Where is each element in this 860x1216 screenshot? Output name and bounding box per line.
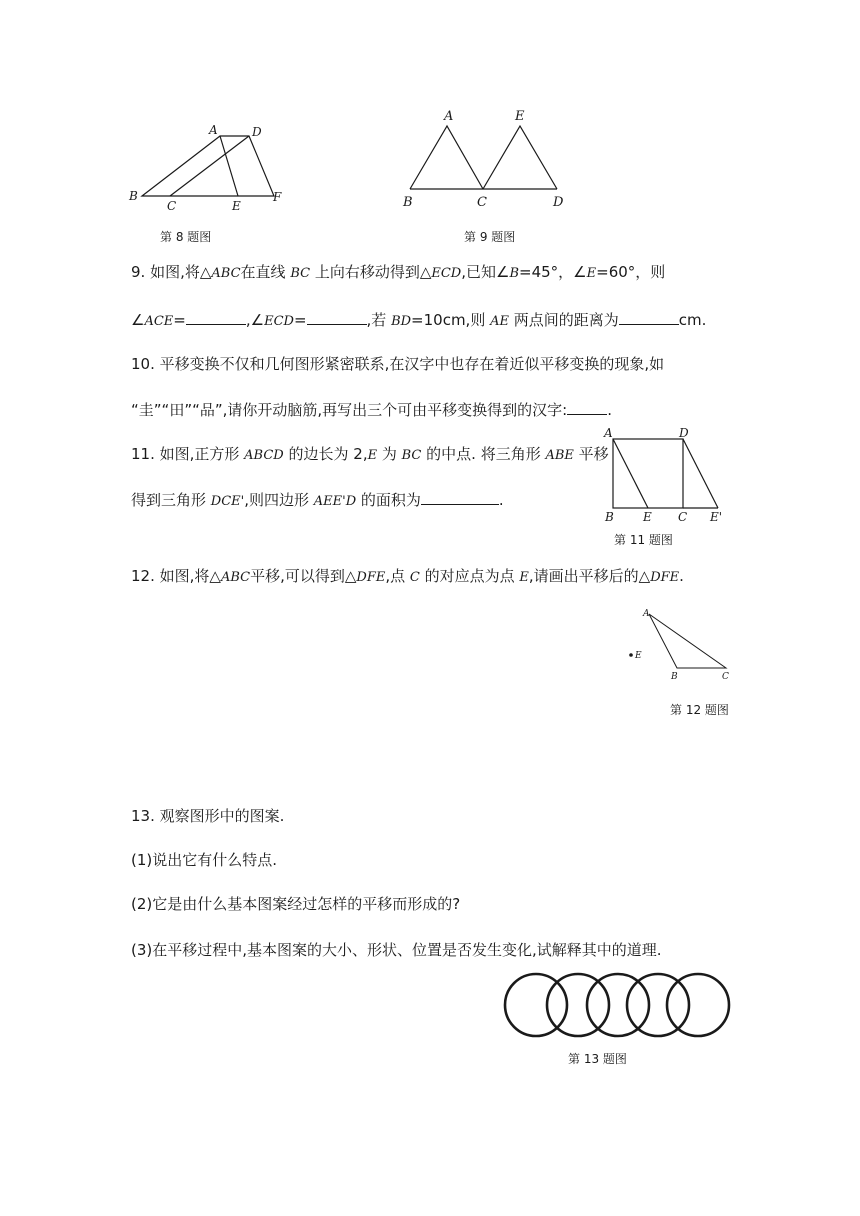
label-e: E bbox=[515, 109, 525, 124]
figure-9-caption: 第 9 题图 bbox=[464, 230, 516, 244]
label-a: A bbox=[209, 123, 218, 137]
circle-3 bbox=[587, 974, 649, 1036]
label-d: D bbox=[679, 426, 689, 440]
figure-8-diagram bbox=[125, 122, 295, 214]
answer-blank-ae[interactable] bbox=[619, 310, 679, 325]
segment-ae bbox=[220, 136, 238, 196]
figure-12-caption: 第 12 题图 bbox=[670, 703, 729, 717]
label-a: A bbox=[643, 609, 650, 619]
circle-5 bbox=[667, 974, 729, 1036]
figure-11-diagram bbox=[598, 422, 730, 524]
label-e-prime: E' bbox=[710, 510, 723, 524]
q11-line-1: 11. 如图,正方形 ABCD 的边长为 2,E 为 BC 的中点. 将三角形 ABE 平移 bbox=[131, 445, 609, 463]
label-e: E bbox=[232, 199, 241, 213]
q12-line-1: 12. 如图,将△ABC平移,可以得到△DFE,点 C 的对应点为点 E,请画出平移后的△DFE. bbox=[131, 567, 684, 585]
q10-line-2: “圭”“田”“品”,请你开动脑筋,再写出三个可由平移变换得到的汉字: . bbox=[131, 401, 612, 419]
answer-blank-ace[interactable] bbox=[186, 310, 246, 325]
label-c: C bbox=[678, 510, 688, 524]
q10-line-1: 10. 平移变换不仅和几何图形紧密联系,在汉字中也存在着近似平移变换的现象,如 bbox=[131, 355, 665, 373]
q9-line-1: 9. 如图,将△ABC在直线 BC 上向右移动得到△ECD,已知∠B=45°，∠E=60°，则 bbox=[131, 263, 666, 281]
trapezoid-outline bbox=[142, 136, 274, 196]
label-c: C bbox=[167, 199, 177, 213]
q13-title: 13. 观察图形中的图案. bbox=[131, 807, 285, 825]
triangle-ecd bbox=[483, 126, 557, 189]
label-d: D bbox=[252, 125, 262, 139]
segment-de2 bbox=[683, 439, 718, 508]
label-e: E bbox=[635, 651, 642, 661]
label-f: F bbox=[273, 190, 282, 204]
figure-11-caption: 第 11 题图 bbox=[614, 533, 673, 547]
q13-part-2: (2)它是由什么基本图案经过怎样的平移而形成的? bbox=[131, 895, 461, 913]
label-b: B bbox=[129, 189, 138, 203]
figure-13-caption: 第 13 题图 bbox=[568, 1052, 627, 1066]
figure-8-caption: 第 8 题图 bbox=[160, 230, 212, 244]
figure-9-diagram bbox=[395, 105, 575, 211]
label-e: E bbox=[643, 510, 652, 524]
label-c: C bbox=[477, 195, 487, 210]
label-b: B bbox=[605, 510, 614, 524]
answer-blank-characters[interactable] bbox=[567, 400, 607, 415]
circle-4 bbox=[627, 974, 689, 1036]
square-abcd bbox=[613, 439, 683, 508]
segment-ae bbox=[613, 439, 648, 508]
label-b: B bbox=[671, 672, 678, 682]
figure-13-diagram bbox=[500, 968, 736, 1042]
answer-blank-ecd[interactable] bbox=[307, 310, 367, 325]
label-a: A bbox=[444, 109, 454, 124]
triangle-abc bbox=[410, 126, 483, 189]
triangle-abc bbox=[649, 614, 726, 668]
label-d: D bbox=[553, 195, 564, 210]
label-b: B bbox=[403, 195, 413, 210]
figure-12-diagram bbox=[622, 604, 732, 684]
q9-line-2: ∠ACE= ,∠ECD= ,若 BD=10cm,则 AE 两点间的距离为 cm. bbox=[131, 311, 707, 329]
point-e bbox=[629, 653, 633, 657]
q11-line-2: 得到三角形 DCE',则四边形 AEE'D 的面积为 . bbox=[131, 491, 504, 509]
circle-2 bbox=[547, 974, 609, 1036]
label-a: A bbox=[604, 426, 613, 440]
answer-blank-area[interactable] bbox=[421, 490, 499, 505]
q13-part-3: (3)在平移过程中,基本图案的大小、形状、位置是否发生变化,试解释其中的道理. bbox=[131, 941, 662, 959]
label-c: C bbox=[722, 672, 729, 682]
q13-part-1: (1)说出它有什么特点. bbox=[131, 851, 278, 869]
